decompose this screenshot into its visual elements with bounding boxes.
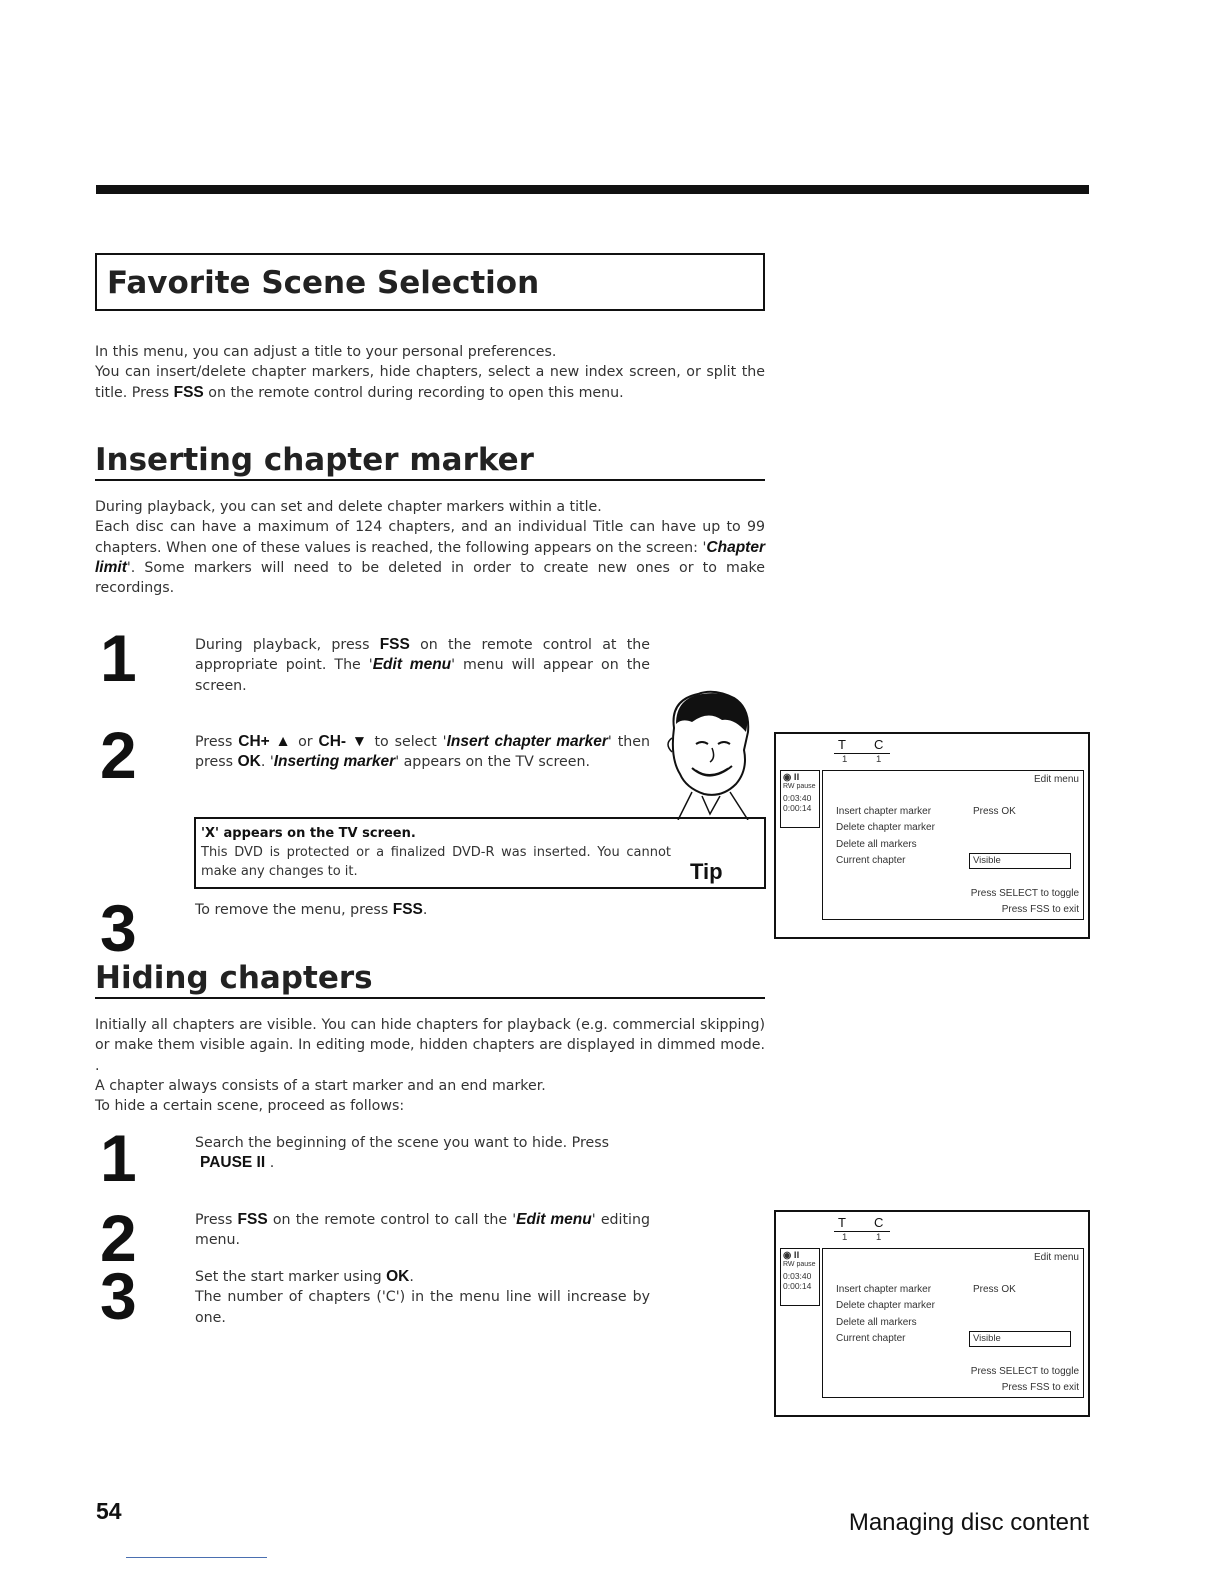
chapter-time: 0:00:14 — [783, 803, 812, 813]
section2-p3: To hide a certain scene, proceed as follows: — [95, 1098, 405, 1115]
step-number: 1 — [100, 621, 137, 695]
tip-box-right-border — [764, 817, 766, 889]
section2-p1: Initially all chapters are visible. You can hide chapters for playback (e.g. commercial skipping) or make them visible again. In editing mode, hidden chapters are displayed in dimmed mode. . — [95, 1017, 765, 1074]
toggle-hint: Press SELECT to toggle — [970, 1366, 1079, 1377]
status-panel — [780, 770, 820, 828]
intro-line-2: You can insert/delete chapter markers, hide chapters, select a new index screen, or split the title. Press FSS on the remote control during recording to open this menu. — [95, 364, 765, 401]
menu-item-delete: Delete chapter marker — [836, 822, 935, 834]
menu-item-insert: Insert chapter marker — [836, 806, 932, 817]
edit-menu-panel — [822, 1248, 1084, 1398]
menu-item-current: Current chapter — [836, 1333, 906, 1345]
footer-link-underline — [126, 1557, 267, 1558]
chapter-label: C — [874, 737, 884, 752]
step-number: 2 — [100, 1201, 137, 1275]
hide-step-2-text: Press FSS on the remote control to call the 'Edit menu' editing menu. — [195, 1211, 650, 1249]
section1-p1: During playback, you can set and delete chapter markers within a title. — [95, 499, 602, 515]
elapsed-time: 0:03:40 — [783, 1271, 812, 1281]
disc-icon: ◉ II — [783, 772, 800, 783]
status-panel — [780, 1248, 820, 1306]
tip-label: Tip — [690, 859, 723, 884]
disc-type: RW pause — [783, 1261, 816, 1268]
visible-field: Visible — [969, 1331, 1071, 1347]
section2-p2: A chapter always consists of a start marker and an end marker. — [95, 1077, 546, 1094]
menu-hints — [971, 886, 1079, 919]
edit-menu-title: Edit menu — [1033, 774, 1079, 785]
step-1-text: During playback, press FSS on the remote control at the appropriate point. The 'Edit menu' menu will appear on the screen. — [195, 636, 651, 694]
tip-content — [201, 824, 671, 881]
section-heading-hiding: Hiding chapters — [95, 959, 765, 999]
title-label: T — [838, 737, 846, 752]
edit-menu-panel — [822, 770, 1084, 920]
title-number: 1 — [842, 754, 848, 765]
exit-hint: Press FSS to exit — [1001, 1382, 1079, 1394]
menu-items — [836, 1282, 935, 1348]
title-label: T — [838, 1215, 846, 1230]
hide-step-1-text: Search the beginning of the scene you want to hide. Press PAUSE II . — [195, 1135, 610, 1172]
step-number: 2 — [100, 718, 137, 792]
menu-item-delete-all: Delete all markers — [836, 838, 917, 850]
exit-hint: Press FSS to exit — [1001, 904, 1079, 916]
chapter-time: 0:00:14 — [783, 1281, 812, 1291]
tip-title: 'X' appears on the TV screen. — [201, 826, 416, 841]
menu-items — [836, 804, 935, 870]
menu-hints — [971, 1364, 1079, 1397]
elapsed-time: 0:03:40 — [783, 793, 812, 803]
chapter-number: 1 — [876, 754, 882, 765]
step-3-text: To remove the menu, press FSS. — [195, 901, 428, 918]
edit-menu-title: Edit menu — [1033, 1252, 1079, 1263]
title-number: 1 — [842, 1232, 848, 1243]
visible-field: Visible — [969, 853, 1071, 869]
tv-screen-mockup-2 — [774, 1210, 1090, 1417]
hide-step-3-text: Set the start marker using OK. The number of chapters ('C') in the menu line will increase by one. — [195, 1268, 650, 1326]
toggle-hint: Press SELECT to toggle — [970, 888, 1079, 899]
chapter-label: C — [874, 1215, 884, 1230]
page-number: 54 — [96, 1498, 122, 1524]
step-number: 3 — [100, 1259, 137, 1333]
intro-line-1: In this menu, you can adjust a title to your personal preferences. — [95, 344, 557, 360]
disc-type: RW pause — [783, 783, 816, 790]
section2-paragraph — [95, 1015, 765, 1116]
page-title-box — [95, 253, 765, 311]
menu-item-delete: Delete chapter marker — [836, 1300, 935, 1312]
press-ok-hint: Press OK — [973, 806, 1016, 817]
press-ok-hint: Press OK — [973, 1284, 1016, 1295]
section-heading-inserting: Inserting chapter marker — [95, 441, 765, 481]
section1-paragraph — [95, 497, 765, 598]
step-number: 1 — [100, 1121, 137, 1195]
menu-item-current: Current chapter — [836, 855, 906, 867]
menu-item-insert: Insert chapter marker — [836, 1284, 932, 1295]
menu-item-delete-all: Delete all markers — [836, 1316, 917, 1328]
disc-icon: ◉ II — [783, 1250, 800, 1261]
footer-section-title: Managing disc content — [848, 1509, 1089, 1536]
step-number: 3 — [100, 891, 137, 965]
tip-text: This DVD is protected or a finalized DVD-R was inserted. You cannot make any changes to it. — [201, 845, 671, 879]
chapter-number: 1 — [876, 1232, 882, 1243]
section1-p2: Each disc can have a maximum of 124 chapters, and an individual Title can have up to 99 chapters. When one of these values is reached, the following appears on the screen: 'Chapter limit'. Some markers will need to be deleted in order to create new ones or to make recordings. — [95, 519, 765, 597]
step-2-text: Press CH+ ▲ or CH- ▼ to select 'Insert chapter marker' then press OK. 'Inserting marker' appears on the TV screen. — [195, 733, 650, 771]
mascot-illustration — [652, 688, 772, 820]
page-title: Favorite Scene Selection — [107, 265, 540, 301]
top-rule — [96, 185, 1089, 194]
tv-screen-mockup-1 — [774, 732, 1090, 939]
intro-paragraph — [95, 342, 765, 403]
